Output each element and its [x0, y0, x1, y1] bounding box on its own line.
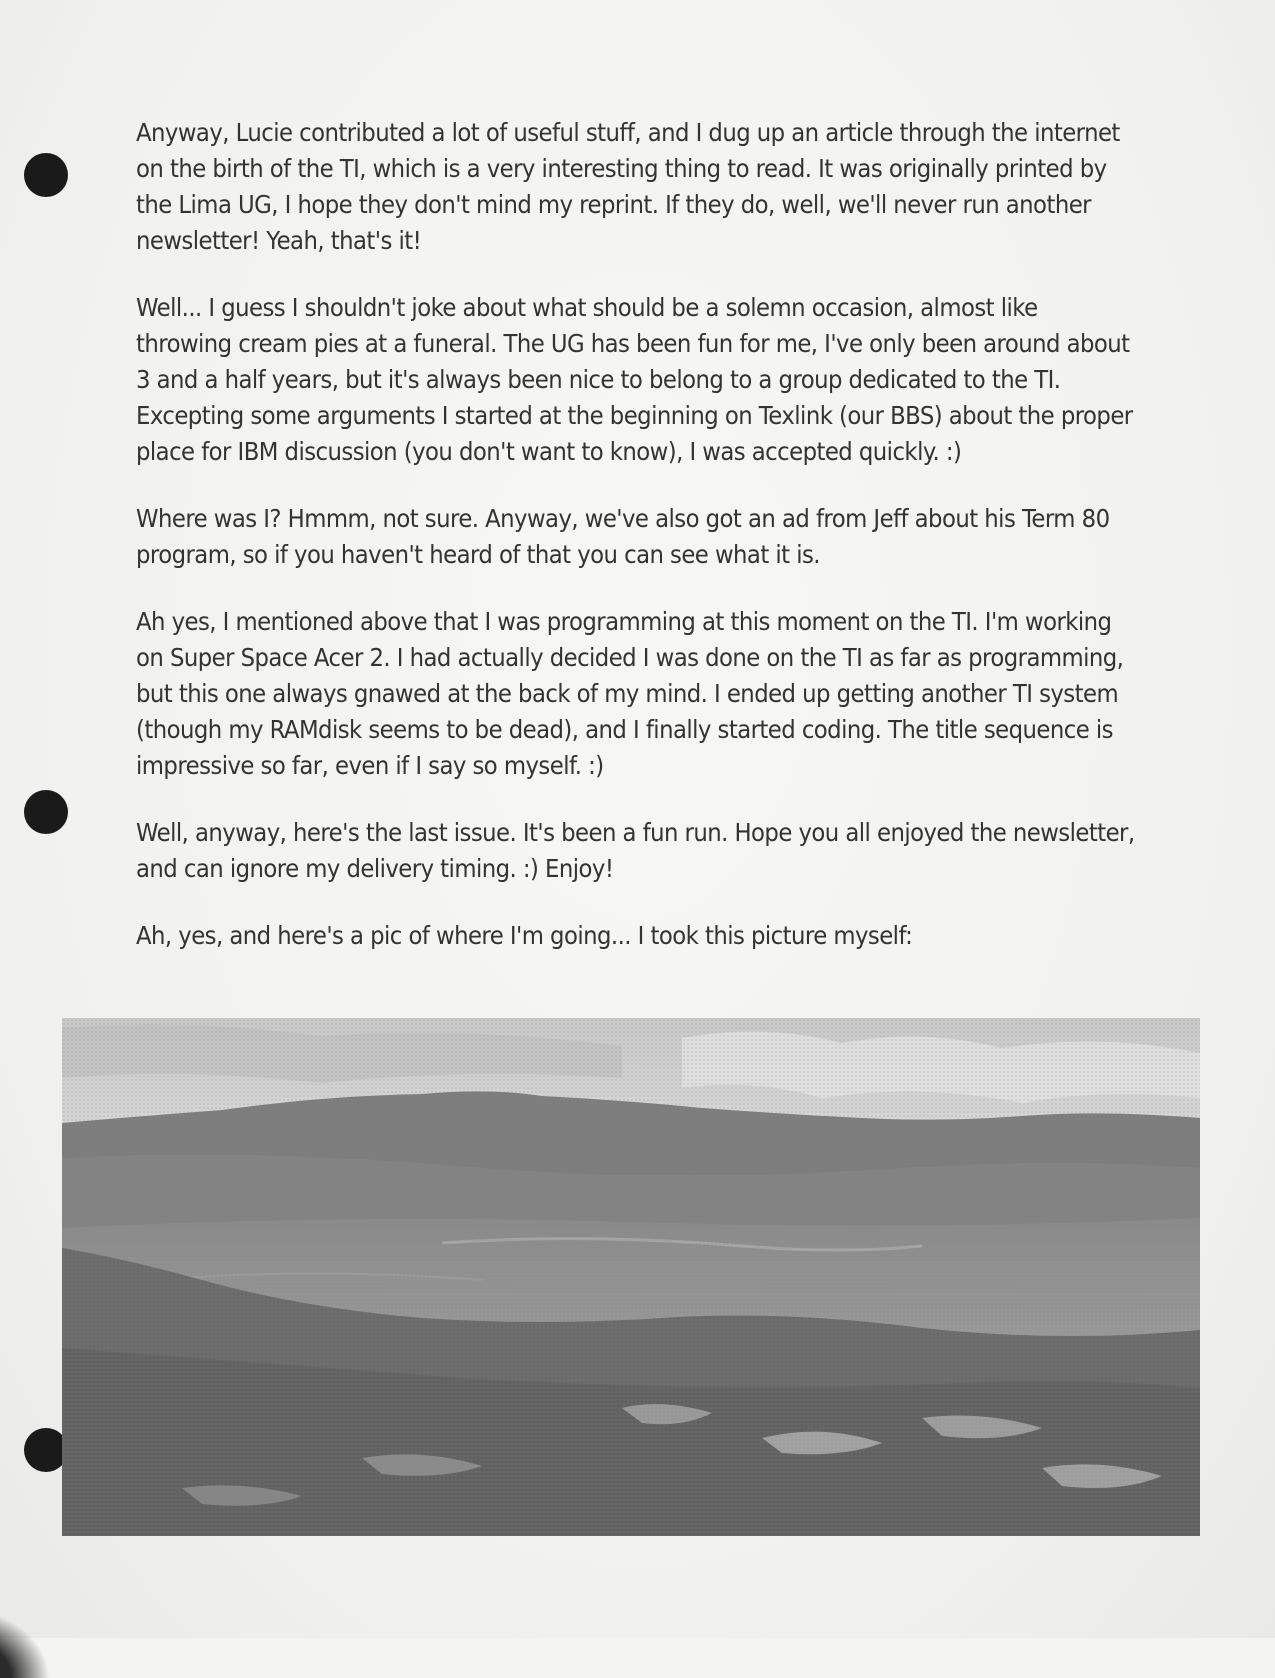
punch-hole-middle [24, 790, 68, 834]
paragraph-1: Anyway, Lucie contributed a lot of useful stuff, and I dug up an article through the internet on the birth of the TI, which is a very interesting thing to read. It was originally printed by the Lima UG, I hope they don't mind my reprint. If they do, well, we'll never run another newsletter! Yeah, that's it! [136, 118, 1120, 255]
article-body [136, 115, 1136, 954]
paragraph-4: Ah yes, I mentioned above that I was programming at this moment on the TI. I'm working on Super Space Acer 2. I had actually decided I was done on the TI as far as programming, but this one always gnawed at the back of my mind. I ended up getting another TI system (though my RAMdisk seems to be dead), and I finally started coding. The title sequence is impressive so far, even if I say so myself. :) [136, 607, 1124, 780]
page-corner-shadow [0, 1608, 50, 1678]
landscape-photo [62, 1018, 1200, 1536]
paragraph-2: Well... I guess I shouldn't joke about what should be a solemn occasion, almost like throwing cream pies at a funeral. The UG has been fun for me, I've only been around about 3 and a half years, but it's always been nice to belong to a group dedicated to the TI. Excepting some arguments I started at the beginning on Texlink (our BBS) about the proper place for IBM discussion (you don't want to know), I was accepted quickly. :) [136, 293, 1133, 466]
paragraph-3: Where was I? Hmmm, not sure. Anyway, we've also got an ad from Jeff about his Term 80 program, so if you haven't heard of that you can see what it is. [136, 504, 1110, 569]
paragraph-6: Ah, yes, and here's a pic of where I'm going... I took this picture myself: [136, 921, 913, 950]
punch-hole-top [24, 153, 68, 197]
landscape-photo-image [62, 1018, 1200, 1536]
paragraph-5: Well, anyway, here's the last issue. It's been a fun run. Hope you all enjoyed the newsletter, and can ignore my delivery timing. :) Enjoy! [136, 818, 1135, 883]
